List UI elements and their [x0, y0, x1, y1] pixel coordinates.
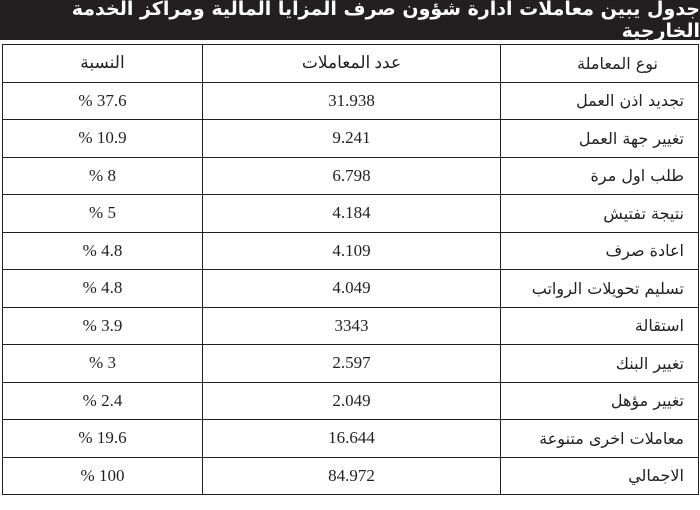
cell-percentage: 4.8 %	[3, 270, 203, 308]
cell-transaction-type: طلب اول مرة	[501, 157, 699, 195]
header-percentage: النسبة	[3, 45, 203, 83]
cell-transaction-type: الاجمالي	[501, 457, 699, 495]
cell-transaction-type: نتيجة تفتيش	[501, 195, 699, 233]
table-title: جدول يبين معاملات ادارة شؤون صرف المزايا المالية ومراكز الخدمة الخارجية	[0, 0, 700, 40]
cell-transaction-type: تسليم تحويلات الرواتب	[501, 270, 699, 308]
header-transaction-count: عدد المعاملات	[203, 45, 501, 83]
header-transaction-type: نوع المعاملة	[501, 45, 699, 83]
table-header-row	[3, 45, 699, 83]
cell-transaction-count: 31.938	[203, 82, 501, 120]
cell-percentage: 100 %	[3, 457, 203, 495]
transactions-table	[2, 44, 699, 495]
table-row	[3, 157, 699, 195]
cell-transaction-type: تغيير البنك	[501, 345, 699, 383]
cell-transaction-count: 2.049	[203, 382, 501, 420]
cell-transaction-count: 4.049	[203, 270, 501, 308]
table-row	[3, 120, 699, 158]
cell-percentage: 10.9 %	[3, 120, 203, 158]
table-row	[3, 270, 699, 308]
table-row	[3, 307, 699, 345]
table-row	[3, 232, 699, 270]
cell-transaction-type: تجديد اذن العمل	[501, 82, 699, 120]
cell-transaction-count: 84.972	[203, 457, 501, 495]
cell-percentage: 37.6 %	[3, 82, 203, 120]
cell-percentage: 19.6 %	[3, 420, 203, 458]
cell-transaction-type: تغيير مؤهل	[501, 382, 699, 420]
table-row	[3, 420, 699, 458]
cell-transaction-count: 4.184	[203, 195, 501, 233]
cell-transaction-type: اعادة صرف	[501, 232, 699, 270]
table-row	[3, 195, 699, 233]
cell-percentage: 3.9 %	[3, 307, 203, 345]
table-total-row	[3, 457, 699, 495]
table-row	[3, 345, 699, 383]
cell-transaction-type: استقالة	[501, 307, 699, 345]
cell-percentage: 4.8 %	[3, 232, 203, 270]
cell-percentage: 3 %	[3, 345, 203, 383]
table-row	[3, 82, 699, 120]
table-row	[3, 382, 699, 420]
cell-transaction-count: 6.798	[203, 157, 501, 195]
cell-transaction-count: 4.109	[203, 232, 501, 270]
cell-transaction-type: تغيير جهة العمل	[501, 120, 699, 158]
cell-transaction-count: 9.241	[203, 120, 501, 158]
cell-percentage: 5 %	[3, 195, 203, 233]
cell-percentage: 8 %	[3, 157, 203, 195]
cell-transaction-count: 16.644	[203, 420, 501, 458]
cell-transaction-count: 2.597	[203, 345, 501, 383]
cell-percentage: 2.4 %	[3, 382, 203, 420]
cell-transaction-count: 3343	[203, 307, 501, 345]
cell-transaction-type: معاملات اخرى متنوعة	[501, 420, 699, 458]
